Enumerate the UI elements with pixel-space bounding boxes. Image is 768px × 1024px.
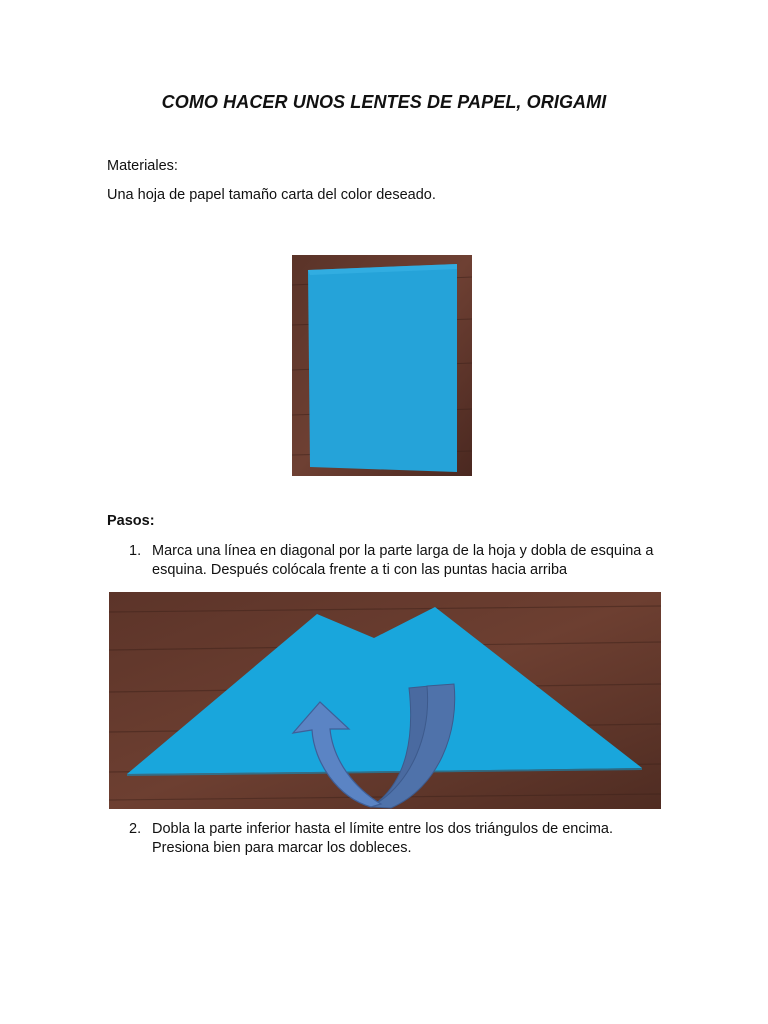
paper-sheet-photo [292, 255, 472, 476]
steps-label: Pasos: [107, 513, 155, 529]
step-number: 1. [129, 543, 142, 559]
step-number: 2. [129, 821, 142, 837]
materials-text: Una hoja de papel tamaño carta del color deseado. [107, 187, 436, 203]
folded-paper-photo [109, 592, 661, 809]
step-text: Marca una línea en diagonal por la parte larga de la hoja y dobla de esquina a esquina. Después colócala frente a ti con las puntas hacia arriba [152, 543, 654, 578]
step-2 [107, 820, 667, 858]
step-text: Dobla la parte inferior hasta el límite entre los dos triángulos de encima. Presiona bien para marcar los dobleces. [152, 821, 614, 856]
materials-label: Materiales: [107, 158, 178, 174]
document-title: COMO HACER UNOS LENTES DE PAPEL, ORIGAMI [161, 92, 607, 112]
step-1 [107, 542, 667, 580]
